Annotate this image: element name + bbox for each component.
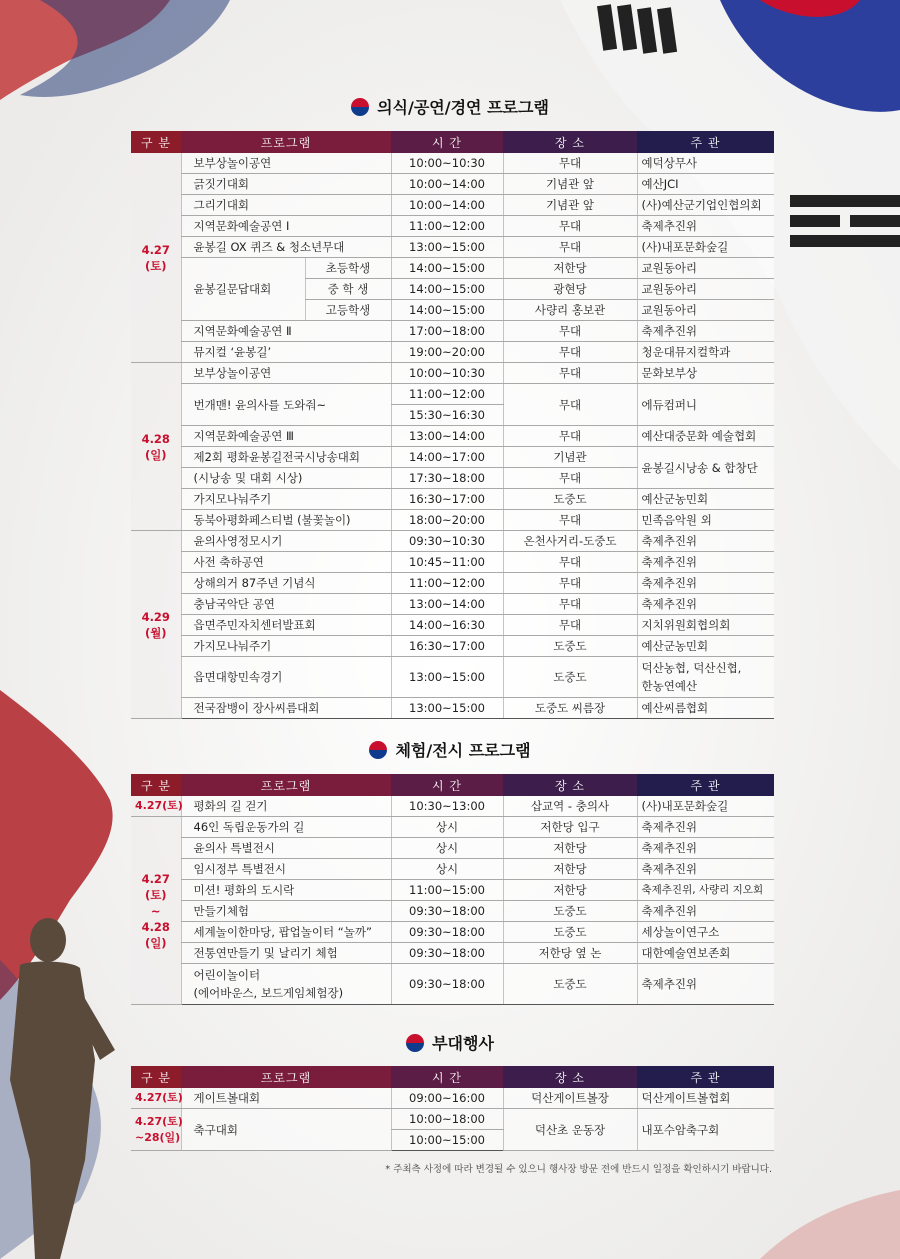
- host-cell: 덕산게이트볼협회: [637, 1088, 774, 1109]
- program-cell: 게이트볼대회: [181, 1088, 391, 1109]
- table-row: [131, 531, 774, 552]
- place-cell: 기념관: [503, 447, 637, 468]
- table-row: [131, 901, 774, 922]
- time-cell: 13:00~15:00: [391, 657, 503, 698]
- place-cell: 사량리 홍보관: [503, 300, 637, 321]
- program-cell: 제2회 평화윤봉길전국시낭송대회: [181, 447, 391, 468]
- time-cell: 13:00~14:00: [391, 594, 503, 615]
- sub-category-cell: 초등학생: [305, 258, 391, 279]
- host-cell: 축제추진위: [637, 531, 774, 552]
- host-cell: 예덕상무사: [637, 153, 774, 174]
- place-cell: 무대: [503, 468, 637, 489]
- program-cell: 상해의거 87주년 기념식: [181, 573, 391, 594]
- host-cell: (사)내포문화숲길: [637, 796, 774, 817]
- place-cell: 저한당: [503, 880, 637, 901]
- program-cell: 만들기체험: [181, 901, 391, 922]
- taeguk-icon: [351, 98, 369, 116]
- col-header-time: 시 간: [391, 131, 503, 153]
- host-cell: 내포수암축구회: [637, 1109, 774, 1151]
- host-cell: (사)예산군기업인협의회: [637, 195, 774, 216]
- table-row: [131, 510, 774, 531]
- col-header-division: 구 분: [131, 131, 181, 153]
- place-cell: 무대: [503, 321, 637, 342]
- col-header-program: 프로그램: [181, 1066, 391, 1088]
- host-cell: 축제추진위: [637, 859, 774, 880]
- time-cell: 14:00~15:00: [391, 258, 503, 279]
- host-cell: 교원동아리: [637, 300, 774, 321]
- place-cell: 무대: [503, 426, 637, 447]
- program-cell: 축구대회: [181, 1109, 391, 1151]
- place-cell: 무대: [503, 342, 637, 363]
- host-cell: 청운대뮤지컬학과: [637, 342, 774, 363]
- table-row: [131, 552, 774, 573]
- program-cell: 긁짓기대회: [181, 174, 391, 195]
- place-cell: 도중도: [503, 964, 637, 1005]
- program-cell: 그리기대회: [181, 195, 391, 216]
- table-row: [131, 698, 774, 719]
- program-cell: 윤의사영정모시기: [181, 531, 391, 552]
- date-group-label: 4.27 (토) ~ 4.28 (일): [131, 817, 181, 1005]
- host-cell: 축제추진위: [637, 901, 774, 922]
- time-cell: 18:00~20:00: [391, 510, 503, 531]
- taeguk-icon: [406, 1034, 424, 1052]
- table-row: [131, 237, 774, 258]
- ceremony-program-table: [131, 131, 774, 719]
- program-cell: 가지모나눠주기: [181, 489, 391, 510]
- time-cell: 11:00~12:00: [391, 384, 503, 405]
- program-cell: 동북아평화페스티벌 (불꽃놀이): [181, 510, 391, 531]
- table-row: [131, 922, 774, 943]
- section-title-side-events: 부대행사: [0, 1031, 900, 1056]
- place-cell: 저한당: [503, 838, 637, 859]
- col-header-host: 주 관: [637, 1066, 774, 1088]
- program-cell: 윤봉길 OX 퀴즈 & 청소년무대: [181, 237, 391, 258]
- col-header-place: 장 소: [503, 131, 637, 153]
- time-cell: 17:00~18:00: [391, 321, 503, 342]
- place-cell: 무대: [503, 552, 637, 573]
- place-cell: 도중도 씨름장: [503, 698, 637, 719]
- program-cell: 전국잠뱅이 장사씨름대회: [181, 698, 391, 719]
- time-cell: 14:00~17:00: [391, 447, 503, 468]
- host-cell: 축제추진위, 사량리 지오회: [637, 880, 774, 901]
- time-cell: 09:30~18:00: [391, 922, 503, 943]
- time-cell: 09:30~18:00: [391, 943, 503, 964]
- host-cell: 대한예술연보존회: [637, 943, 774, 964]
- time-cell: 11:00~12:00: [391, 216, 503, 237]
- place-cell: 덕산초 운동장: [503, 1109, 637, 1151]
- time-cell: 09:30~10:30: [391, 531, 503, 552]
- time-cell: 10:30~13:00: [391, 796, 503, 817]
- time-cell: 19:00~20:00: [391, 342, 503, 363]
- host-cell: 예산씨름협회: [637, 698, 774, 719]
- time-cell: 11:00~12:00: [391, 573, 503, 594]
- host-cell: 지치위원회협의회: [637, 615, 774, 636]
- col-header-place: 장 소: [503, 1066, 637, 1088]
- place-cell: 도중도: [503, 489, 637, 510]
- program-cell: 미션! 평화의 도시락: [181, 880, 391, 901]
- table-row: [131, 615, 774, 636]
- time-cell: 10:45~11:00: [391, 552, 503, 573]
- date-group-label: 4.27(토) ~28(일): [131, 1109, 181, 1151]
- table-row: [131, 838, 774, 859]
- host-cell: 교원동아리: [637, 258, 774, 279]
- table-row: [131, 174, 774, 195]
- place-cell: 무대: [503, 216, 637, 237]
- program-cell: 세계놀이한마당, 팝업놀이터 “놀까”: [181, 922, 391, 943]
- host-cell: 세상놀이연구소: [637, 922, 774, 943]
- place-cell: 저한당 옆 논: [503, 943, 637, 964]
- table-row: [131, 321, 774, 342]
- host-cell: 덕산농협, 덕산신협, 한농연예산: [637, 657, 774, 698]
- time-cell: 17:30~18:00: [391, 468, 503, 489]
- table-row: [131, 153, 774, 174]
- time-cell: 11:00~15:00: [391, 880, 503, 901]
- table-row: [131, 447, 774, 468]
- time-cell: 16:30~17:00: [391, 636, 503, 657]
- program-cell: 읍면주민자치센터발표회: [181, 615, 391, 636]
- time-cell: 10:00~10:30: [391, 153, 503, 174]
- time-cell: 10:00~14:00: [391, 195, 503, 216]
- table-row: [131, 796, 774, 817]
- date-group-label: 4.27(토): [131, 1088, 181, 1109]
- program-cell: 윤의사 특별전시: [181, 838, 391, 859]
- program-cell: 읍면대항민속경기: [181, 657, 391, 698]
- time-cell: 16:30~17:00: [391, 489, 503, 510]
- section-title-experience: 체험/전시 프로그램: [0, 738, 900, 763]
- table-row: [131, 1088, 774, 1109]
- program-cell: 가지모나눠주기: [181, 636, 391, 657]
- time-cell: 14:00~15:00: [391, 279, 503, 300]
- time-cell: 10:00~18:00: [391, 1109, 503, 1130]
- table-row: [131, 384, 774, 405]
- place-cell: 무대: [503, 363, 637, 384]
- host-cell: 축제추진위: [637, 216, 774, 237]
- host-cell: 축제추진위: [637, 321, 774, 342]
- host-cell: 축제추진위: [637, 573, 774, 594]
- table-row: [131, 216, 774, 237]
- program-cell: 윤봉길문답대회: [181, 258, 305, 321]
- sub-category-cell: 고등학생: [305, 300, 391, 321]
- program-cell: 번개맨! 윤의사를 도와줘~: [181, 384, 391, 426]
- place-cell: 무대: [503, 237, 637, 258]
- col-header-program: 프로그램: [181, 774, 391, 796]
- time-cell: 상시: [391, 859, 503, 880]
- table-row: [131, 817, 774, 838]
- host-cell: 민족음악원 외: [637, 510, 774, 531]
- time-cell: 상시: [391, 838, 503, 859]
- time-cell: 10:00~10:30: [391, 363, 503, 384]
- host-cell: 축제추진위: [637, 594, 774, 615]
- time-cell: 09:30~18:00: [391, 901, 503, 922]
- host-cell: 에듀컴퍼니: [637, 384, 774, 426]
- table-row: [131, 657, 774, 698]
- host-cell: 예산대중문화 예술협회: [637, 426, 774, 447]
- experience-program-table: [131, 774, 774, 1005]
- place-cell: 무대: [503, 573, 637, 594]
- host-cell: 예산JCI: [637, 174, 774, 195]
- table-row: [131, 594, 774, 615]
- time-cell: 14:00~15:00: [391, 300, 503, 321]
- time-cell: 상시: [391, 817, 503, 838]
- date-group-label: 4.27(토): [131, 796, 181, 817]
- program-cell: 충남국악단 공연: [181, 594, 391, 615]
- col-header-place: 장 소: [503, 774, 637, 796]
- place-cell: 도중도: [503, 657, 637, 698]
- place-cell: 온천사거리-도중도: [503, 531, 637, 552]
- host-cell: 예산군농민회: [637, 636, 774, 657]
- program-cell: (시낭송 및 대회 시상): [181, 468, 391, 489]
- host-cell: 예산군농민회: [637, 489, 774, 510]
- place-cell: 무대: [503, 594, 637, 615]
- footnote: * 주최측 사정에 따라 변경될 수 있으니 행사장 방문 전에 반드시 일정을 확인하시기 바랍니다.: [385, 1164, 772, 1175]
- program-cell: 평화의 길 걷기: [181, 796, 391, 817]
- program-cell: 46인 독립운동가의 길: [181, 817, 391, 838]
- time-cell: 09:00~16:00: [391, 1088, 503, 1109]
- table-row: [131, 363, 774, 384]
- time-cell: 10:00~15:00: [391, 1130, 503, 1151]
- taeguk-icon: [369, 741, 387, 759]
- place-cell: 무대: [503, 384, 637, 426]
- program-cell: 지역문화예술공연 Ⅱ: [181, 321, 391, 342]
- place-cell: 무대: [503, 510, 637, 531]
- table-row: [131, 859, 774, 880]
- host-cell: 축제추진위: [637, 838, 774, 859]
- date-group-label: 4.29 (월): [131, 531, 181, 719]
- side-events-table: [131, 1066, 774, 1151]
- host-cell: 축제추진위: [637, 817, 774, 838]
- place-cell: 덕산게이트볼장: [503, 1088, 637, 1109]
- table-row: [131, 880, 774, 901]
- col-header-division: 구 분: [131, 1066, 181, 1088]
- table-row: [131, 1109, 774, 1130]
- col-header-host: 주 관: [637, 774, 774, 796]
- table-row: [131, 489, 774, 510]
- time-cell: 13:00~14:00: [391, 426, 503, 447]
- table-row: [131, 258, 774, 279]
- program-cell: 뮤지컬 ‘윤봉길’: [181, 342, 391, 363]
- date-group-label: 4.27 (토): [131, 153, 181, 363]
- host-cell: 축제추진위: [637, 552, 774, 573]
- table-row: [131, 195, 774, 216]
- time-cell: 13:00~15:00: [391, 698, 503, 719]
- sub-category-cell: 중 학 생: [305, 279, 391, 300]
- table-row: [131, 636, 774, 657]
- col-header-time: 시 간: [391, 774, 503, 796]
- date-group-label: 4.28 (일): [131, 363, 181, 531]
- program-cell: 지역문화예술공연 Ⅰ: [181, 216, 391, 237]
- program-cell: 지역문화예술공연 Ⅲ: [181, 426, 391, 447]
- host-cell: 교원동아리: [637, 279, 774, 300]
- table-row: [131, 573, 774, 594]
- place-cell: 무대: [503, 153, 637, 174]
- program-cell: 임시정부 특별전시: [181, 859, 391, 880]
- place-cell: 도중도: [503, 922, 637, 943]
- host-cell: 윤봉길시낭송 & 합창단: [637, 447, 774, 489]
- program-cell: 전통연만들기 및 날리기 체험: [181, 943, 391, 964]
- program-cell: 사전 축하공연: [181, 552, 391, 573]
- time-cell: 10:00~14:00: [391, 174, 503, 195]
- table-row: [131, 426, 774, 447]
- place-cell: 저한당: [503, 859, 637, 880]
- place-cell: 무대: [503, 615, 637, 636]
- place-cell: 도중도: [503, 901, 637, 922]
- place-cell: 저한당: [503, 258, 637, 279]
- time-cell: 15:30~16:30: [391, 405, 503, 426]
- time-cell: 14:00~16:30: [391, 615, 503, 636]
- program-cell: 보부상놀이공연: [181, 153, 391, 174]
- time-cell: 13:00~15:00: [391, 237, 503, 258]
- table-row: [131, 964, 774, 1005]
- time-cell: 09:30~18:00: [391, 964, 503, 1005]
- place-cell: 도중도: [503, 636, 637, 657]
- host-cell: 축제추진위: [637, 964, 774, 1005]
- place-cell: 저한당 입구: [503, 817, 637, 838]
- program-cell: 어린이놀이터 (에어바운스, 보드게임체험장): [181, 964, 391, 1005]
- col-header-division: 구 분: [131, 774, 181, 796]
- host-cell: 문화보부상: [637, 363, 774, 384]
- place-cell: 기념관 앞: [503, 195, 637, 216]
- host-cell: (사)내포문화숲길: [637, 237, 774, 258]
- place-cell: 광현당: [503, 279, 637, 300]
- table-row: [131, 342, 774, 363]
- place-cell: 삽교역 - 충의사: [503, 796, 637, 817]
- col-header-time: 시 간: [391, 1066, 503, 1088]
- col-header-host: 주 관: [637, 131, 774, 153]
- col-header-program: 프로그램: [181, 131, 391, 153]
- section-title-ceremony: 의식/공연/경연 프로그램: [0, 95, 900, 120]
- program-cell: 보부상놀이공연: [181, 363, 391, 384]
- place-cell: 기념관 앞: [503, 174, 637, 195]
- table-row: [131, 943, 774, 964]
